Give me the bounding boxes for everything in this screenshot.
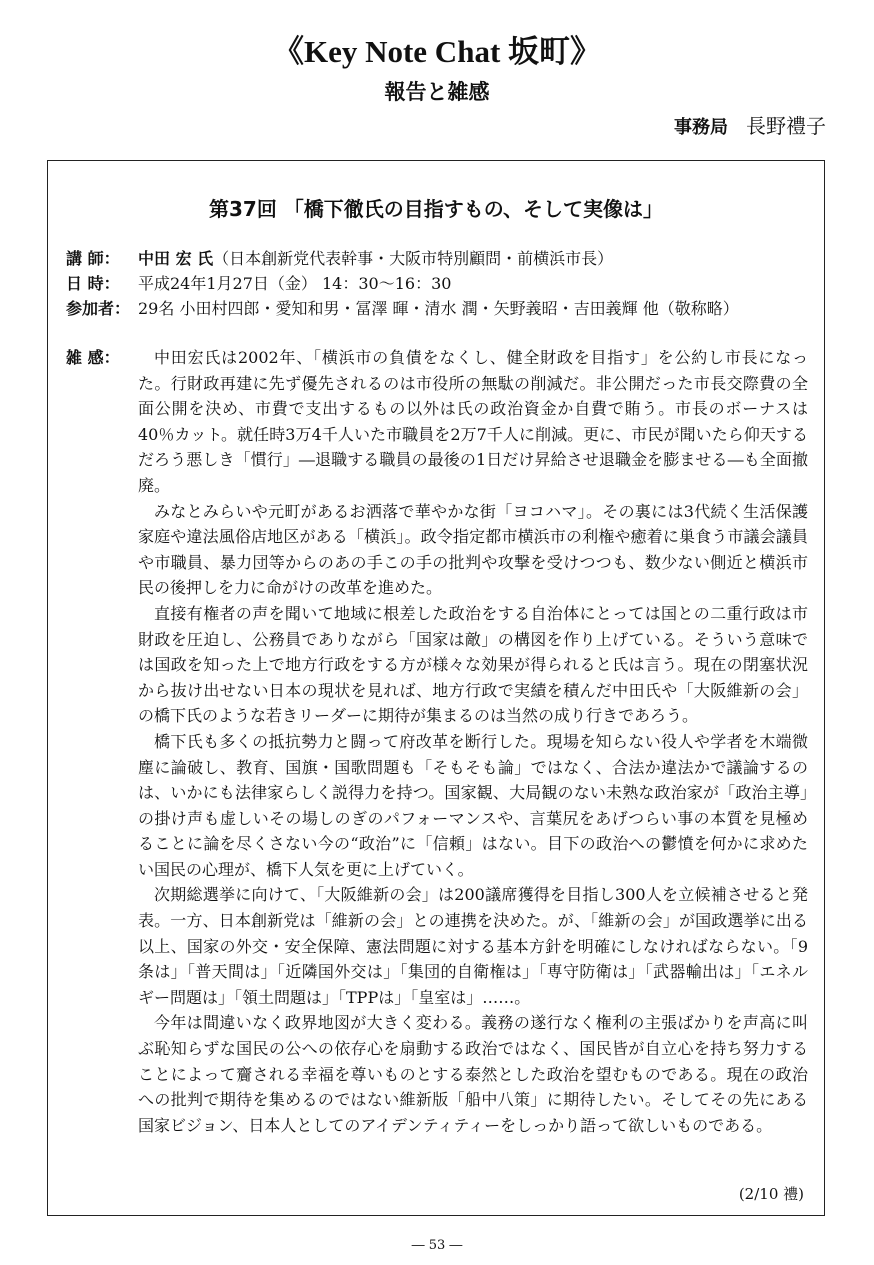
- essay-label: 雑 感：: [66, 348, 120, 367]
- title-text: 《Key Note Chat 坂町》: [272, 34, 602, 69]
- essay-paragraph: 今年は間違いなく政界地図が大きく変わる。義務の遂行なく権利の主張ばかりを声高に叫ぶ恥知らずな国民の公への依存心を扇動する政治ではなく、国民皆が自立心を持ち努力することによって齎される幸福を尊いものとする泰然とした政治を望むものである。現在の政治への批判で期待を集めるのではない維新版「船中八策」に期待したい。そしてその先にある国家ビジョン、日本人としてのアイデンティティーをしっかり語って欲しいものである。: [138, 1013, 808, 1135]
- speaker-row: [66, 247, 808, 271]
- speaker-label: 講 師：: [66, 249, 120, 268]
- signature: (2/10 禮): [738, 1185, 804, 1203]
- essay-paragraph: 次期総選挙に向けて、「大阪維新の会」は200議席獲得を目指し300人を立候補させると発表。一方、日本創新党は「維新の会」との連携を決めた。が、「維新の会」が国政選挙に出る以上、国家の外交・安全保障、憲法問題に対する基本方針を明確にしなければならない。「9条は」「普天間は」「近隣国外交は」「集団的自衛権は」「専守防衛は」「武器輸出は」「エネルギー問題は」「領土問題は」「TPPは」「皇室は」……。: [138, 885, 808, 1007]
- author-name: 長野禮子: [746, 114, 826, 138]
- essay-paragraph: 橋下氏も多くの抵抗勢力と闘って府改革を断行した。現場を知らない役人や学者を木端微塵に論破し、教育、国旗・国歌問題も「そもそも論」ではなく、合法か違法かで議論するのは、いかにも法律家らしく説得力を持つ。国家観、大局観のない未熟な政治家が「政治主導」の掛け声も虚しいその場しのぎのパフォーマンスや、言葉尻をあげつらい事の本質を見極めることに論を尽くさない今の“政治”に「信頼」はない。目下の政治への鬱憤を何かに求めたい国民の心理が、橋下人気を更に上げていく。: [138, 731, 808, 879]
- participants-value: 29名 小田村四郎・愛知和男・冨澤 暉・清水 潤・矢野義昭・吉田義輝 他（敬称略）: [138, 299, 739, 318]
- department-label: 事務局: [674, 117, 728, 138]
- page-number: ― 53 ―: [411, 1238, 463, 1253]
- author-line: [674, 112, 826, 142]
- essay-body: [138, 345, 808, 1138]
- date-row: [66, 272, 808, 296]
- page-subtitle: 報告と雑感: [384, 80, 490, 104]
- participants-label: 参加者：: [66, 299, 131, 318]
- speaker-affiliation: （日本創新党代表幹事・大阪市特別顧問・前横浜市長）: [213, 249, 614, 268]
- essay-paragraph: 直接有権者の声を聞いて地域に根差した政治をする自治体にとっては国との二重行政は市財政を圧迫し、公務員でありながら「国家は敵」の構図を作り上げている。そういう意味では国政を知った上で地方行政をする方が様々な効果が得られると氏は言う。現在の閉塞状況から抜け出せない日本の現状を見れば、地方行政で実績を積んだ中田氏や「大阪維新の会」の橋下氏のような若きリーダーに期待が集まるのは当然の成り行きであろう。: [138, 603, 808, 726]
- date-value: 平成24年1月27日（金） 14：30～16：30: [138, 274, 452, 293]
- participants-row: [66, 297, 808, 321]
- page-title: [0, 32, 874, 72]
- date-label: 日 時：: [66, 274, 120, 293]
- session-title: 第37回 「橋下徹氏の目指すもの、そして実像は」: [209, 197, 663, 221]
- speaker-name: 中田 宏 氏: [138, 249, 214, 268]
- essay-paragraph: 中田宏氏は2002年、「横浜市の負債をなくし、健全財政を目指す」を公約し市長になった。行財政再建に先ず優先されるのは市役所の無駄の削減だ。非公開だった市長交際費の全面公開を決め、市費で支出するもの以外は氏の政治資金か自費で賄う。市長のボーナスは40％カット。就任時3万4千人いた市職員を2万7千人に削減。更に、市民が聞いたら仰天するだろう悪しき「慣行」―退職する職員の最後の1日だけ昇給させ退職金を膨ませる―も全面撤廃。: [138, 348, 808, 495]
- report-box: [47, 160, 825, 1216]
- essay-paragraph: みなとみらいや元町があるお洒落で華やかな街「ヨコハマ」。その裏には3代続く生活保護家庭や違法風俗店地区がある「横浜」。政令指定都市横浜市の利権や癒着に巣食う市議会議員や市職員、暴力団等からのあの手この手の批判や攻撃を受けつつも、数少ない側近と横浜市民の後押しを力に命がけの改革を進めた。: [138, 501, 808, 598]
